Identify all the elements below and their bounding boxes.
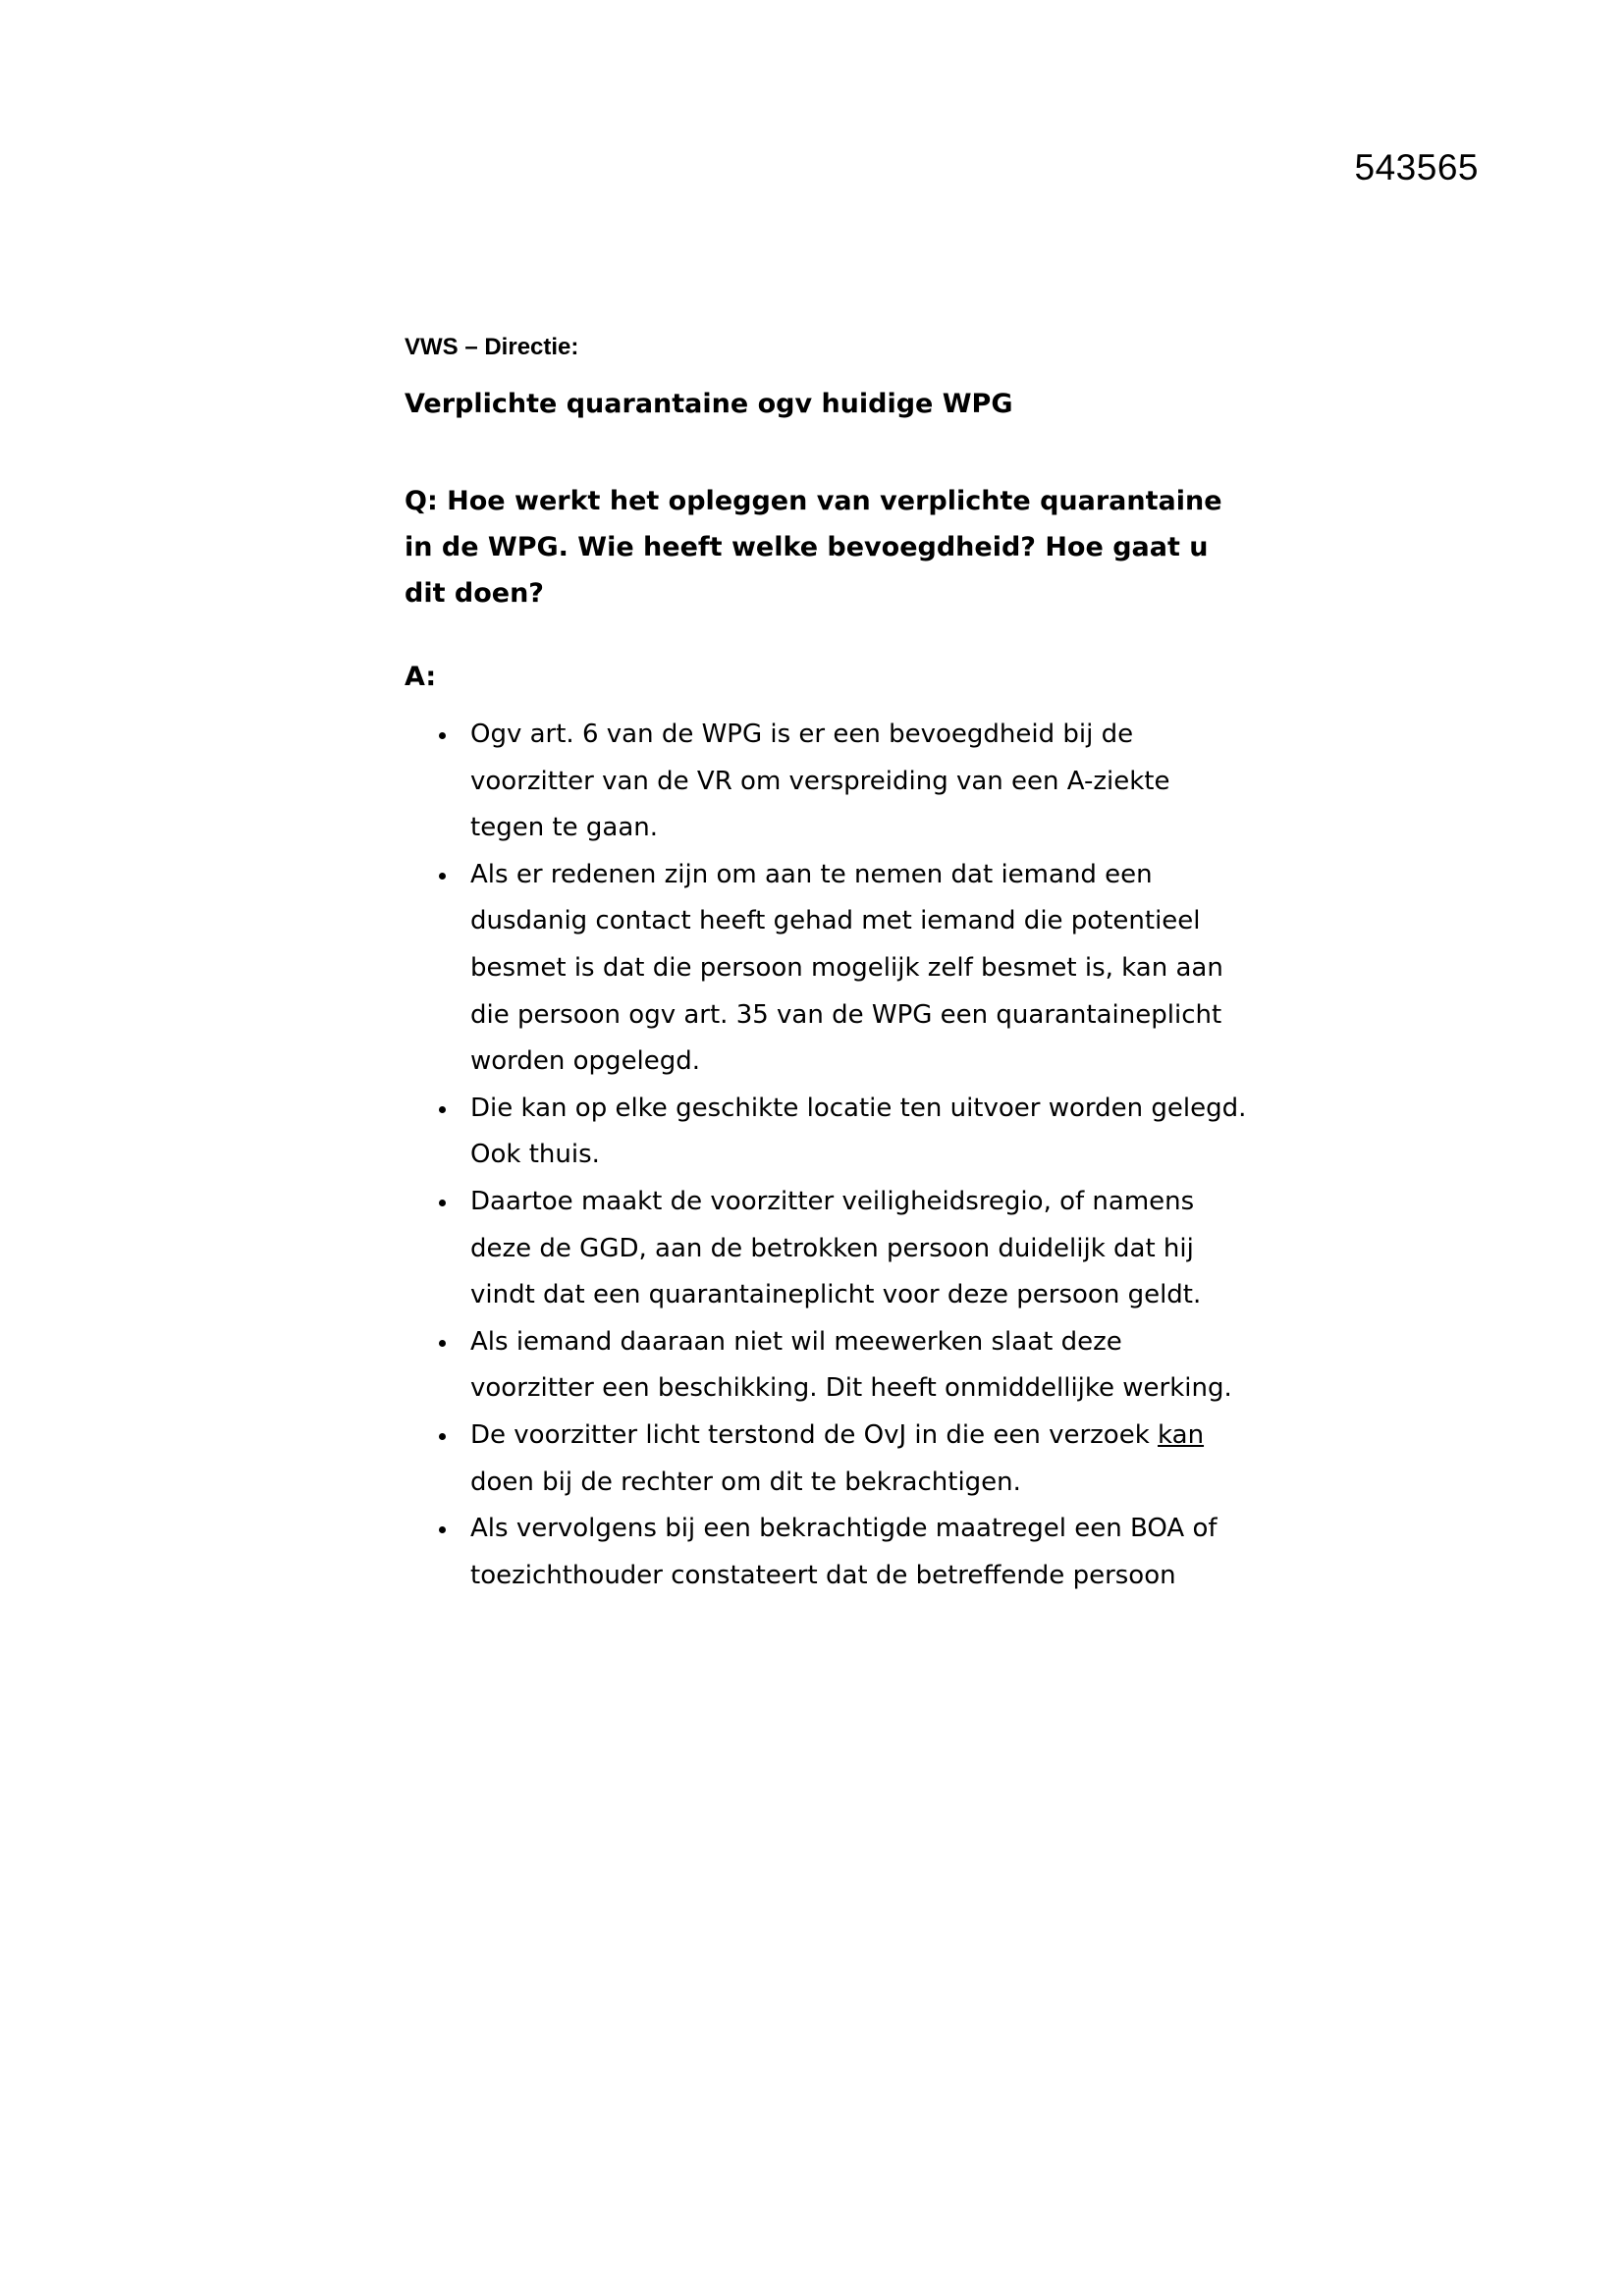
list-item	[470, 1506, 1249, 1599]
list-item-text: Ogv art. 6 van de WPG is er een bevoegdheid bij de voorzitter van de VR om verspreiding van een A-ziekte tegen te gaan.	[470, 720, 1170, 843]
document-title: Verplichte quarantaine ogv huidige WPG	[405, 389, 1013, 419]
document-number: 543565	[1354, 147, 1479, 187]
document-body	[405, 334, 1249, 1599]
list-item	[470, 1413, 1249, 1506]
directie-label: VWS – Directie:	[405, 334, 579, 360]
list-item-text: Als iemand daaraan niet wil meewerken slaat deze voorzitter een beschikking. Dit heeft onmiddellijke werking.	[470, 1326, 1232, 1404]
bullet-icon	[439, 1526, 446, 1533]
list-item	[470, 1319, 1249, 1413]
bullet-icon	[439, 1106, 446, 1113]
answer-label: A:	[405, 662, 437, 692]
list-item-text: Als er redenen zijn om aan te nemen dat iemand een dusdanig contact heeft gehad met iemand die potentieel besmet is dat die persoon mogelijk zelf besmet is, kan aan die persoon ogv art. 35 van de WPG een quarantaineplicht worden opgelegd.	[470, 859, 1223, 1077]
list-item	[470, 1179, 1249, 1319]
list-item-text: Daartoe maakt de voorzitter veiligheidsregio, of namens deze de GGD, aan de betrokken persoon duidelijk dat hij vindt dat een quarantaineplicht voor deze persoon geldt.	[470, 1186, 1202, 1310]
list-item-text-after: doen bij de rechter om dit te bekrachtigen.	[470, 1467, 1021, 1497]
list-item-text-before: De voorzitter licht terstond de OvJ in die een verzoek	[470, 1419, 1159, 1450]
list-item	[470, 712, 1249, 852]
list-item-text: Als vervolgens bij een bekrachtigde maatregel een BOA of toezichthouder constateert dat de betreffende persoon	[470, 1514, 1218, 1590]
list-item-text: Die kan op elke geschikte locatie ten uitvoer worden gelegd. Ook thuis.	[470, 1093, 1247, 1170]
underlined-word: kan	[1158, 1419, 1205, 1450]
bullet-icon	[439, 1433, 446, 1440]
bullet-icon	[439, 732, 446, 739]
bullet-icon	[439, 1340, 446, 1347]
list-item	[470, 852, 1249, 1086]
answer-bullet-list	[405, 712, 1249, 1599]
question-text: Q: Hoe werkt het opleggen van verplichte quarantaine in de WPG. Wie heeft welke bevoegdheid? Hoe gaat u dit doen?	[405, 486, 1222, 609]
bullet-icon	[439, 873, 446, 880]
list-item	[470, 1086, 1249, 1179]
bullet-icon	[439, 1200, 446, 1206]
